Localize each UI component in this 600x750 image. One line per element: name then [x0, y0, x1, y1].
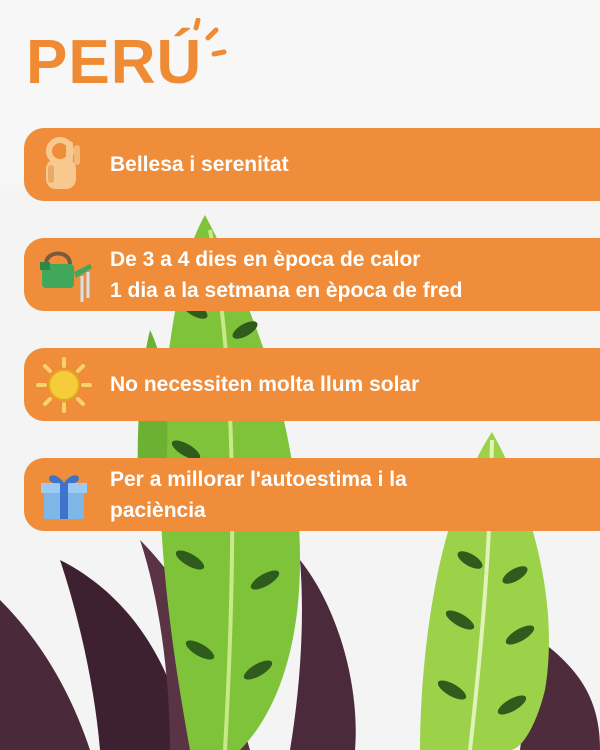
- info-card-sunlight: [24, 348, 600, 421]
- card-text-line: No necessiten molta llum solar: [110, 373, 420, 396]
- card-text-line: Per a millorar l'autoestima i la: [110, 467, 407, 491]
- info-card-watering: [24, 238, 600, 311]
- card-text-line: Bellesa i serenitat: [110, 153, 289, 176]
- info-card-beauty: [24, 128, 600, 201]
- ok-hand-icon: [36, 135, 86, 195]
- page-title: PERÚ: [26, 28, 203, 97]
- card-text-line: De 3 a 4 dies en època de calor: [110, 247, 421, 271]
- card-text-line: paciència: [110, 498, 206, 522]
- card-text-line: 1 dia a la setmana en època de fred: [110, 278, 463, 302]
- title-rays-decoration: [188, 18, 232, 68]
- info-card-benefit: [24, 458, 600, 531]
- watering-can-icon: [36, 242, 96, 308]
- gift-icon: [36, 467, 92, 523]
- sun-icon: [36, 357, 92, 413]
